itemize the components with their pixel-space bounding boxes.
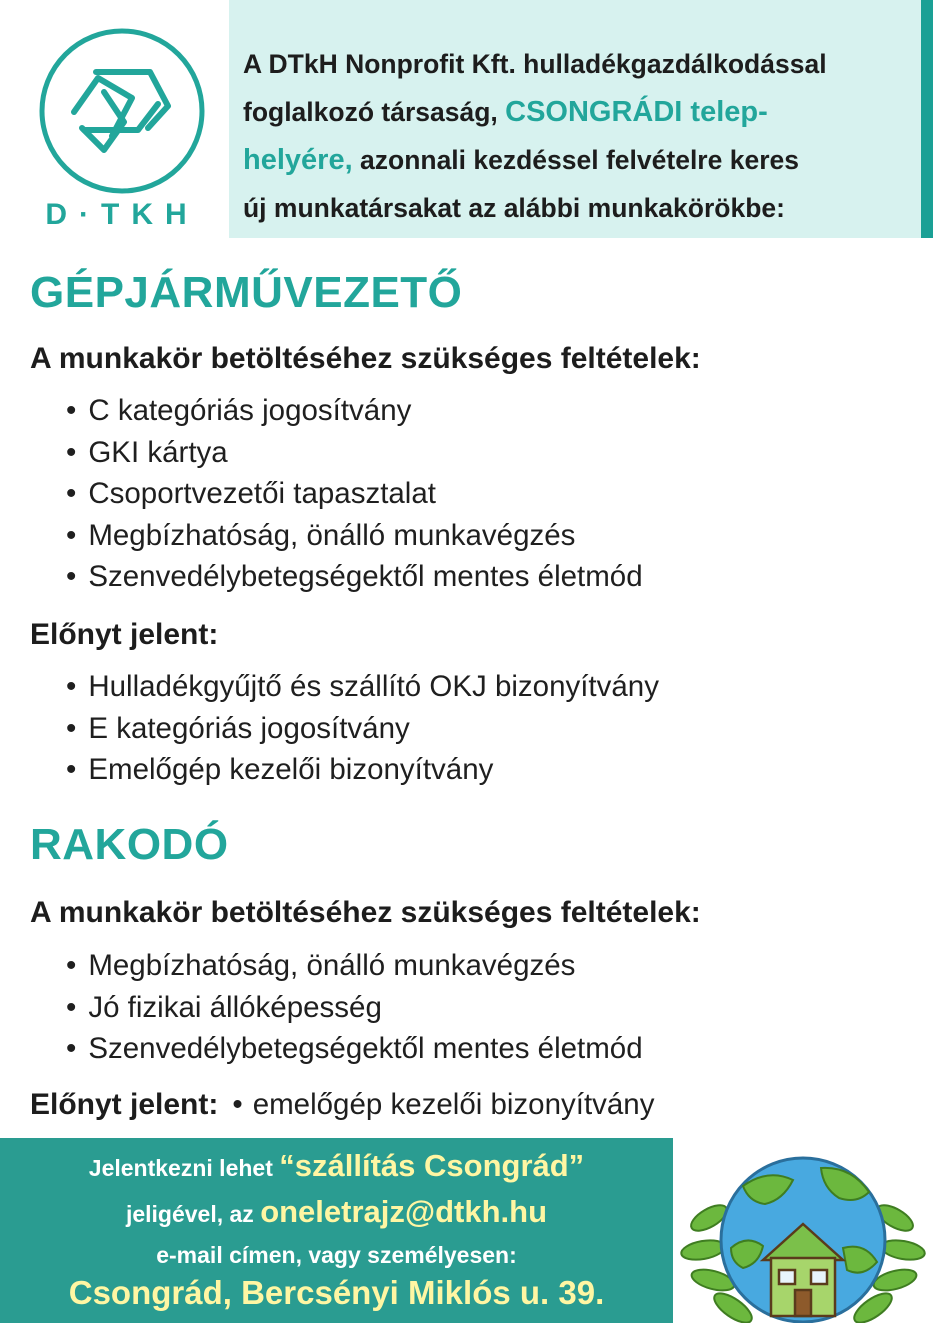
list-item: • Szenvedélybetegségektől mentes életmód bbox=[66, 1028, 643, 1070]
footer-line-3: e-mail címen, vagy személyesen: bbox=[156, 1242, 517, 1268]
intro-box-edge bbox=[921, 0, 933, 238]
advantage-line: Előnyt jelent: • emelőgép kezelői bizonyítvány bbox=[30, 1088, 655, 1121]
dtkh-logo-icon bbox=[0, 0, 229, 238]
location-highlight: CSONGRÁDI telep- bbox=[505, 96, 768, 128]
intro-line-3: helyére, azonnali kezdéssel felvételre keres bbox=[243, 144, 799, 176]
list-item: • Emelőgép kezelői bizonyítvány bbox=[66, 749, 659, 791]
advantage-heading: Előnyt jelent: bbox=[30, 618, 219, 651]
intro-line-2: foglalkozó társaság, CSONGRÁDI telep- bbox=[243, 96, 768, 128]
job-title-driver: GÉPJÁRMŰVEZETŐ bbox=[30, 268, 463, 317]
location-highlight-cont: helyére, bbox=[243, 144, 353, 176]
requirements-heading: A munkakör betöltéséhez szükséges feltételek: bbox=[30, 896, 701, 929]
list-item: • Csoportvezetői tapasztalat bbox=[66, 473, 643, 515]
list-item: • Hulladékgyűjtő és szállító OKJ bizonyítvány bbox=[66, 666, 659, 708]
list-item: • E kategóriás jogosítvány bbox=[66, 708, 659, 750]
list-item: • Megbízhatóság, önálló munkavégzés bbox=[66, 515, 643, 557]
intro-line-4: új munkatársakat az alábbi munkakörökbe: bbox=[243, 193, 785, 223]
list-item: • Szenvedélybetegségektől mentes életmód bbox=[66, 556, 643, 598]
requirements-list bbox=[66, 945, 643, 1070]
contact-footer bbox=[0, 1138, 673, 1323]
intro-text bbox=[243, 40, 915, 232]
advantage-heading: Előnyt jelent: bbox=[30, 1088, 219, 1121]
application-keyword: “szállítás Csongrád” bbox=[279, 1148, 585, 1183]
logo-wordmark: D·TKH bbox=[45, 198, 199, 231]
list-item: • C kategóriás jogosítvány bbox=[66, 390, 643, 432]
requirements-heading: A munkakör betöltéséhez szükséges feltételek: bbox=[30, 342, 701, 375]
list-item: • Jó fizikai állóképesség bbox=[66, 987, 643, 1029]
list-item: • GKI kártya bbox=[66, 432, 643, 474]
footer-line-1: Jelentkezni lehet “szállítás Csongrád” bbox=[88, 1148, 585, 1183]
list-item: • Megbízhatóság, önálló munkavégzés bbox=[66, 945, 643, 987]
eco-globe-house-icon bbox=[673, 1138, 933, 1323]
job-title-loader: RAKODÓ bbox=[30, 820, 229, 869]
advantages-list bbox=[66, 666, 659, 791]
intro-line-1: A DTkH Nonprofit Kft. hulladékgazdálkodással bbox=[243, 49, 827, 79]
requirements-list bbox=[66, 390, 643, 598]
email-link[interactable]: oneletrajz@dtkh.hu bbox=[260, 1194, 548, 1229]
address: Csongrád, Bercsényi Miklós u. 39. bbox=[68, 1274, 605, 1311]
list-item: emelőgép kezelői bizonyítvány bbox=[252, 1088, 655, 1121]
company-logo bbox=[0, 0, 229, 238]
footer-line-2: jeligével, az oneletrajz@dtkh.hu bbox=[125, 1194, 548, 1229]
